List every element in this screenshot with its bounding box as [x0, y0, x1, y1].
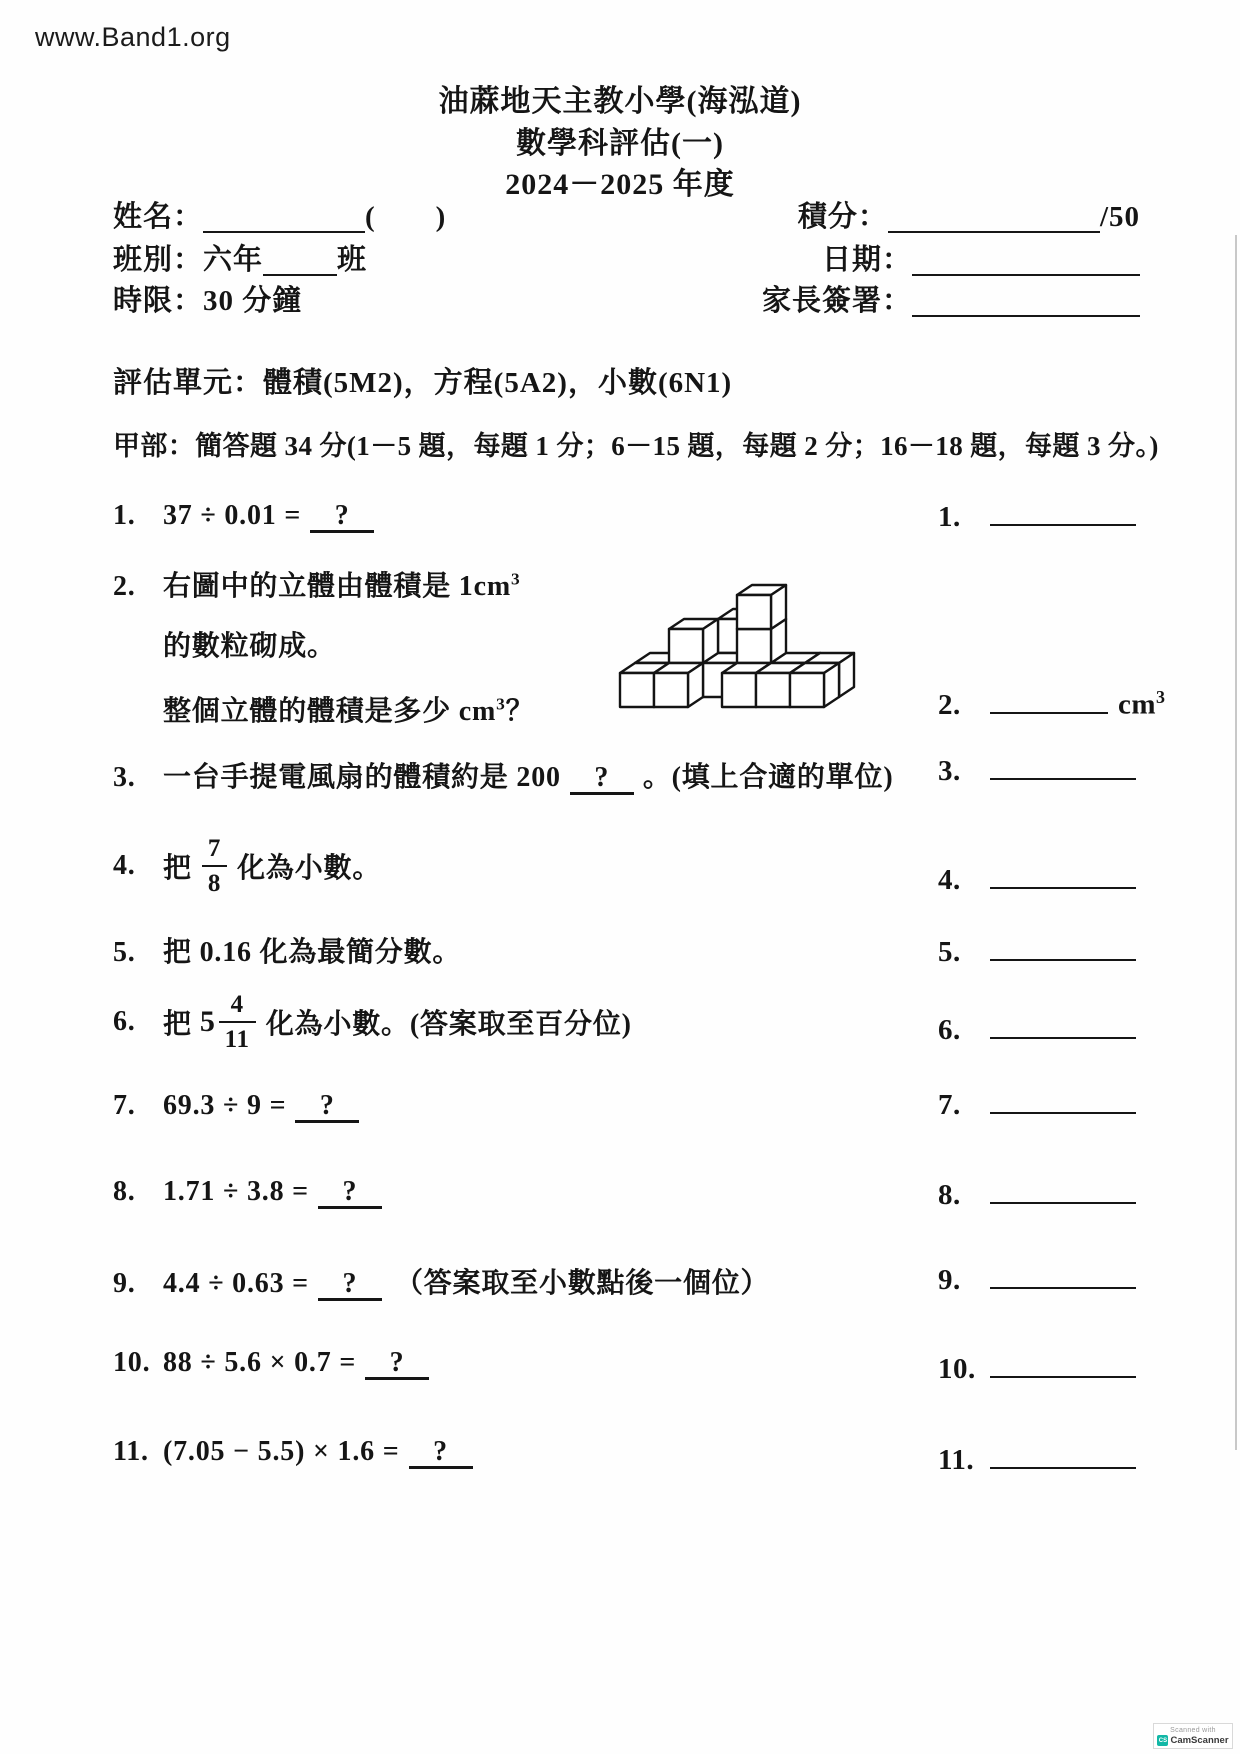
answer-blank: ? [310, 501, 374, 533]
question-number: 10. [113, 1347, 151, 1378]
time-limit: 時限：30 分鐘 [113, 285, 303, 317]
answer-row-5 [938, 927, 1136, 969]
answer-line [990, 1435, 1136, 1469]
question-text: 把 [163, 853, 192, 884]
score-label: 積分： [797, 201, 888, 233]
question-number: 4. [113, 850, 136, 881]
question-number: 3. [113, 762, 136, 793]
question-text: 一台手提電風扇的體積約是 200 [163, 762, 561, 793]
question-number: 5. [113, 937, 136, 968]
superscript-3: 3 [1156, 687, 1166, 708]
answer-row-2 [938, 680, 1166, 722]
camscanner-badge [1153, 1723, 1233, 1749]
answer-unit: $cm^3$ [1118, 687, 1166, 721]
fraction-7-8 [202, 836, 227, 896]
question-number: 8. [113, 1176, 136, 1207]
camscanner-icon: CS [1157, 1735, 1168, 1746]
name-blank-line [203, 201, 365, 233]
answer-blank: ? [365, 1348, 429, 1380]
answer-line [990, 746, 1136, 780]
question-text-after: 化為小數。(答案取至百分位) [265, 1009, 632, 1040]
score-row [688, 194, 1140, 235]
question-expression: 37 ÷ 0.01 = [163, 500, 302, 531]
answer-number: 2. [938, 689, 961, 721]
answer-blank: ? [295, 1091, 359, 1123]
denominator: 11 [219, 1021, 256, 1052]
answer-line [990, 680, 1108, 714]
question-2-line2: 的數粒砌成。 [163, 631, 336, 662]
question-number: 1. [113, 500, 136, 531]
question-text-after: 化為小數。 [237, 853, 382, 884]
question-number: 7. [113, 1090, 136, 1121]
score-blank-line [888, 201, 1100, 233]
question-8 [113, 1176, 391, 1209]
answer-line [990, 1080, 1136, 1114]
name-paren: ( ) [365, 201, 447, 233]
answer-row-3 [938, 746, 1136, 788]
answer-line [990, 1170, 1136, 1204]
answer-number: 4. [938, 864, 961, 896]
question-5 [113, 930, 461, 970]
question-note: （答案取至小數點後一個位） [394, 1268, 770, 1299]
answer-number: 6. [938, 1014, 961, 1046]
question-2 [113, 564, 520, 604]
scan-edge-artifact [1235, 235, 1237, 1450]
class-suffix: 班 [337, 244, 368, 276]
question-expression: 69.3 ÷ 9 = [163, 1090, 287, 1121]
school-year: 2024－2025 年度 [505, 168, 735, 201]
answer-line [990, 1344, 1136, 1378]
answer-row-1 [938, 492, 1136, 534]
question-1 [113, 500, 383, 533]
answer-line [990, 1005, 1136, 1039]
superscript-3: 3 [496, 694, 506, 714]
whole-number: 5 [199, 1005, 216, 1038]
answer-line [990, 927, 1136, 961]
cube-figure [612, 572, 862, 717]
answer-number: 9. [938, 1264, 961, 1296]
superscript-3: 3 [510, 569, 521, 589]
question-9 [113, 1261, 769, 1301]
assessment-units: 評估單元：體積(5M2)，方程(5A2)，小數(6N1) [113, 367, 733, 399]
badge-brand-row [1157, 1735, 1229, 1746]
date-row [688, 237, 1140, 278]
school-name: 油蔴地天主教小學(海泓道) [438, 85, 802, 118]
question-number: 2. [113, 571, 136, 602]
question-text-line1: 右圖中的立體由體積是 $1cm^3$ [163, 569, 521, 602]
answer-blank: ? [409, 1437, 473, 1469]
answer-row-4 [938, 855, 1136, 897]
question-expression: (7.05 − 5.5) × 1.6 = [163, 1436, 400, 1467]
section-a-instructions: 甲部：簡答題 34 分(1－5 題，每題 1 分；6－15 題，每題 2 分；16－18 題，每題 3 分。) [113, 431, 1159, 461]
question-text-after: 。(填上合適的單位) [642, 762, 894, 793]
question-number: 11. [113, 1436, 149, 1467]
question-3 [113, 755, 893, 795]
question-7 [113, 1090, 368, 1123]
question-2-line3: 整個立體的體積是多少 $cm^3$？ [163, 694, 535, 727]
question-number: 9. [113, 1268, 136, 1299]
answer-row-9 [938, 1255, 1136, 1297]
question-expression: 88 ÷ 5.6 × 0.7 = [163, 1347, 357, 1378]
question-expression: 4.4 ÷ 0.63 = [163, 1268, 309, 1299]
fraction-4-11 [219, 992, 256, 1052]
score-total: /50 [1099, 201, 1140, 233]
badge-brand-name: CamScanner [1170, 1735, 1229, 1746]
question-4 [113, 836, 381, 896]
date-blank-line [912, 244, 1140, 276]
answer-blank: ? [570, 763, 634, 795]
question-text: 把 0.16 化為最簡分數。 [163, 937, 462, 968]
answer-row-11 [938, 1435, 1136, 1477]
answer-number: 8. [938, 1179, 961, 1211]
answer-number: 10. [938, 1353, 976, 1385]
answer-number: 11. [938, 1444, 975, 1476]
badge-scanned-with: Scanned with [1170, 1727, 1216, 1734]
parent-sign-blank-line [912, 285, 1140, 317]
answer-number: 5. [938, 936, 961, 968]
question-10 [113, 1347, 438, 1380]
answer-row-7 [938, 1080, 1136, 1122]
answer-blank: ? [318, 1269, 382, 1301]
parent-sign-label: 家長簽署： [761, 285, 912, 317]
name-label: 姓名： [113, 201, 204, 233]
class-blank-line [263, 244, 337, 276]
answer-number: 3. [938, 755, 961, 787]
parent-sign-row [688, 278, 1140, 319]
name-row [113, 194, 446, 235]
class-row [113, 237, 367, 278]
question-text: 把 [163, 1009, 192, 1040]
question-11 [113, 1436, 482, 1469]
answer-line [990, 855, 1136, 889]
answer-line [990, 492, 1136, 526]
answer-row-8 [938, 1170, 1136, 1212]
watermark-url: www.Band1.org [35, 22, 231, 52]
denominator: 8 [202, 865, 227, 896]
numerator: 4 [230, 991, 244, 1018]
question-expression: 1.71 ÷ 3.8 = [163, 1176, 309, 1207]
exam-title: 數學科評估(一) [516, 127, 724, 160]
numerator: 7 [207, 835, 222, 862]
answer-row-6 [938, 1005, 1136, 1047]
question-number: 6. [113, 1006, 136, 1037]
answer-number: 7. [938, 1089, 961, 1121]
question-6 [113, 992, 632, 1052]
class-label: 班別：六年 [113, 244, 264, 276]
answer-blank: ? [318, 1177, 382, 1209]
answer-row-10 [938, 1344, 1136, 1386]
answer-number: 1. [938, 501, 961, 533]
answer-line [990, 1255, 1136, 1289]
date-label: 日期： [821, 244, 912, 276]
